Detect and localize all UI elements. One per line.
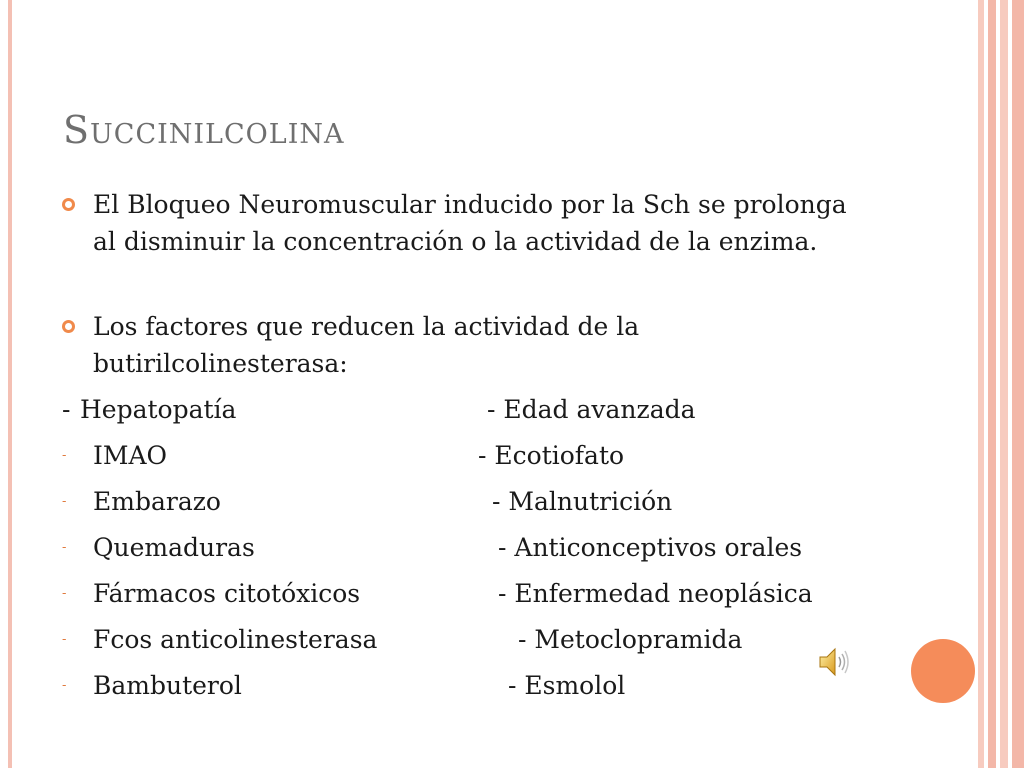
dash-marker: - [62, 632, 67, 647]
right-stripe [1000, 0, 1008, 768]
right-stripe [988, 0, 996, 768]
factor-left: Hepatopatía [80, 395, 237, 424]
dash-marker: - [62, 494, 67, 509]
decorative-orange-circle [911, 639, 975, 703]
right-stripe [1012, 0, 1024, 768]
slide-title: Succinilcolina [63, 108, 345, 152]
dash-marker: - [62, 678, 67, 693]
factor-right: - Ecotiofato [478, 441, 625, 470]
bullet-text: Los factores que reducen la actividad de la butirilcolinesterasa: [93, 312, 640, 378]
speaker-icon[interactable] [818, 645, 850, 679]
bullet-text: El Bloqueo Neuromuscular inducido por la Sch se prolonga al disminuir la concentración o la actividad de la enzima. [93, 190, 847, 256]
dash-marker: - [62, 586, 67, 601]
factor-right: - Malnutrición [492, 487, 673, 516]
dash-marker: - [62, 448, 67, 463]
factor-right: - Metoclopramida [518, 625, 743, 654]
factor-left: Embarazo [93, 487, 221, 516]
factor-left: IMAO [93, 441, 168, 470]
right-stripe [978, 0, 984, 768]
bullet-circle-icon [62, 198, 75, 211]
dash-marker: - [62, 395, 71, 424]
factor-left: Quemaduras [93, 533, 255, 562]
left-border-line [8, 0, 12, 768]
bullet-circle-icon [62, 320, 75, 333]
factor-left: Fcos anticolinesterasa [93, 625, 378, 654]
bullet-item [62, 308, 862, 382]
dash-marker: - [62, 540, 67, 555]
factor-right: - Esmolol [508, 671, 626, 700]
factor-right: - Enfermedad neoplásica [498, 579, 813, 608]
factor-right: - Edad avanzada [487, 395, 696, 424]
factor-left: Fármacos citotóxicos [93, 579, 361, 608]
bullet-item [62, 186, 862, 260]
factor-left: Bambuterol [93, 671, 242, 700]
factor-right: - Anticonceptivos orales [498, 533, 803, 562]
